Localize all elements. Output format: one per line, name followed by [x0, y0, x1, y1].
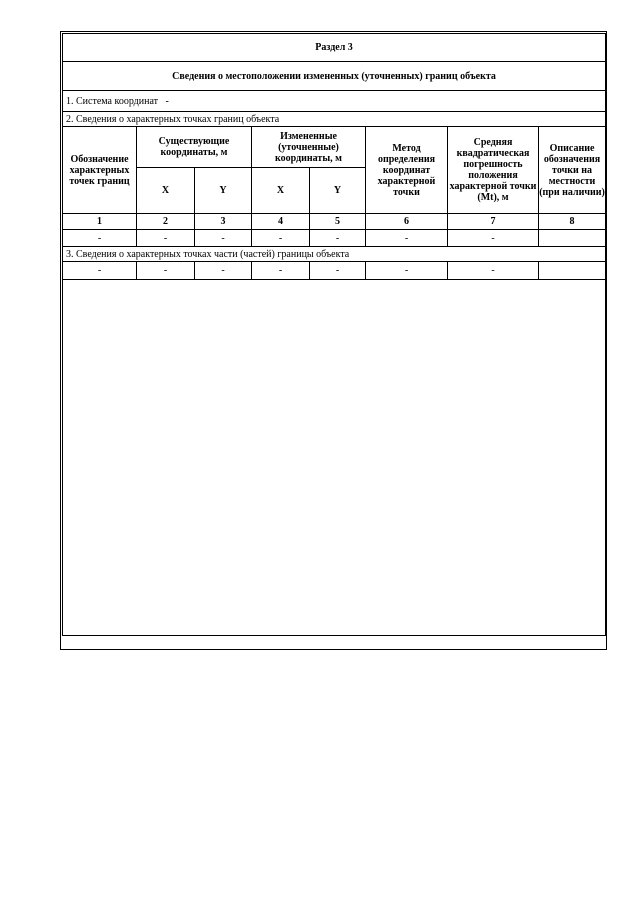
table-cell: - [448, 230, 539, 247]
header-description: Описание обозначения точки на местности (при наличии) [539, 127, 606, 214]
table-cell: - [448, 262, 539, 280]
coordinate-system-row [63, 91, 606, 112]
table-cell [539, 230, 606, 247]
column-number: 5 [310, 214, 366, 230]
points-section-label: 2. Сведения о характерных точках границ объекта [63, 112, 606, 127]
table-cell: - [366, 262, 448, 280]
table-cell: - [310, 230, 366, 247]
column-number: 8 [539, 214, 606, 230]
table-cell: - [195, 230, 252, 247]
header-changed-coords: Измененные (уточненные) координаты, м [252, 127, 366, 168]
table-cell: - [195, 262, 252, 280]
table-cell: - [310, 262, 366, 280]
section-title: Раздел 3 [63, 34, 606, 62]
table-cell: - [63, 230, 137, 247]
header-changed-x: X [252, 168, 310, 214]
table-cell: - [366, 230, 448, 247]
table-row [63, 230, 606, 247]
column-number: 2 [137, 214, 195, 230]
coordinate-system-value: - [165, 95, 169, 107]
table-cell: - [137, 230, 195, 247]
table-cell: - [137, 262, 195, 280]
column-number: 3 [195, 214, 252, 230]
table-cell [539, 262, 606, 280]
column-number: 4 [252, 214, 310, 230]
coordinate-system-label: 1. Система координат [66, 95, 159, 107]
parts-section-label: 3. Сведения о характерных точках части (частей) границы объекта [63, 247, 606, 262]
section-3-table [62, 33, 606, 636]
header-existing-x: X [137, 168, 195, 214]
table-cell: - [252, 262, 310, 280]
column-number: 6 [366, 214, 448, 230]
header-error: Средняя квадратическая погрешность положения характерной точки (Mt), м [448, 127, 539, 214]
column-number: 1 [63, 214, 137, 230]
empty-area [63, 280, 606, 636]
column-number-row [63, 214, 606, 230]
header-existing-y: Y [195, 168, 252, 214]
table-row [63, 262, 606, 280]
header-designation: Обозначение характерных точек границ [63, 127, 137, 214]
header-existing-coords: Существующие координаты, м [137, 127, 252, 168]
header-method: Метод определения координат характерной точки [366, 127, 448, 214]
column-number: 7 [448, 214, 539, 230]
section-subtitle: Сведения о местоположении измененных (уточненных) границ объекта [63, 62, 606, 91]
table-cell: - [252, 230, 310, 247]
header-changed-y: Y [310, 168, 366, 214]
table-cell: - [63, 262, 137, 280]
